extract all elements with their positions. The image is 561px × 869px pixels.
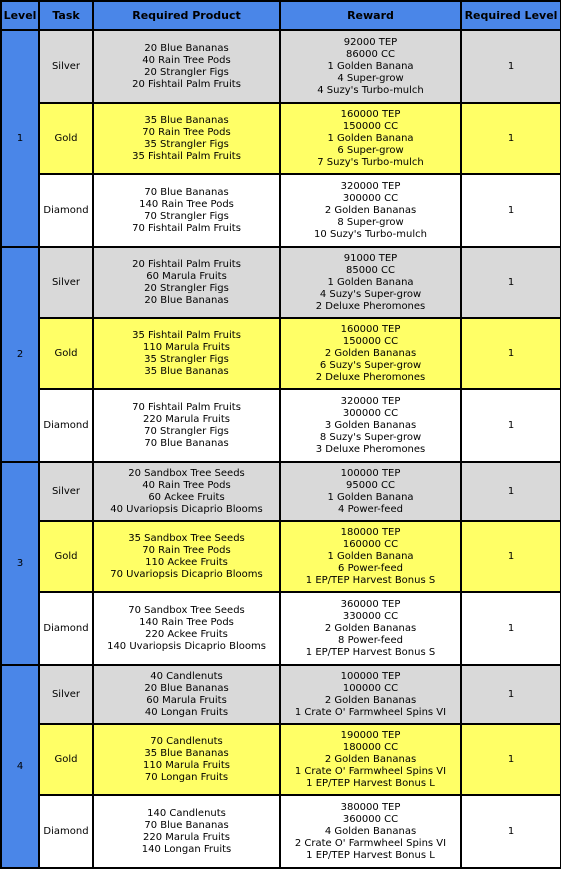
reward-item: 2 Deluxe Pheromones xyxy=(315,300,426,312)
product-item: 40 Uvariopsis Dicaprio Blooms xyxy=(110,503,263,515)
reward-item: 320000 TEP xyxy=(340,395,401,407)
table-row xyxy=(1,247,561,318)
required-product-cell xyxy=(93,724,280,795)
reward-item: 4 Suzy's Super-grow xyxy=(319,288,422,300)
reward-item: 3 Golden Bananas xyxy=(324,419,417,431)
product-item: 20 Blue Bananas xyxy=(144,294,229,306)
reward-item: 2 Deluxe Pheromones xyxy=(315,371,426,383)
product-item: 70 Blue Bananas xyxy=(144,437,229,449)
reward-item: 1 Golden Banana xyxy=(327,550,414,562)
reward-item: 2 Crate O' Farmwheel Spins VI xyxy=(294,837,447,849)
reward-item: 92000 TEP xyxy=(343,36,398,48)
reward-cell xyxy=(280,389,461,462)
product-item: 70 Sandbox Tree Seeds xyxy=(128,604,245,616)
header-required-product: Required Product xyxy=(93,1,280,30)
task-cell: Gold xyxy=(39,521,93,592)
product-item: 140 Rain Tree Pods xyxy=(139,198,234,210)
reward-item: 2 Golden Bananas xyxy=(324,622,417,634)
reward-item: 1 Golden Banana xyxy=(327,132,414,144)
reward-item: 150000 CC xyxy=(342,120,399,132)
required-level-cell: 1 xyxy=(461,592,561,665)
reward-item: 8 Suzy's Super-grow xyxy=(319,431,422,443)
product-item: 70 Strangler Figs xyxy=(144,425,229,437)
level-cell: 3 xyxy=(1,462,39,665)
product-item: 140 Candlenuts xyxy=(147,807,226,819)
product-item: 70 Fishtail Palm Fruits xyxy=(132,401,241,413)
reward-item: 2 Golden Bananas xyxy=(324,694,417,706)
product-item: 70 Uvariopsis Dicaprio Blooms xyxy=(110,568,263,580)
product-item: 35 Strangler Figs xyxy=(144,138,229,150)
required-product-cell xyxy=(93,521,280,592)
reward-item: 1 Crate O' Farmwheel Spins VI xyxy=(294,765,447,777)
reward-item: 1 EP/TEP Harvest Bonus L xyxy=(306,849,435,861)
product-item: 20 Fishtail Palm Fruits xyxy=(132,78,241,90)
required-product-cell xyxy=(93,795,280,868)
header-task: Task xyxy=(39,1,93,30)
table-row xyxy=(1,389,561,462)
required-product-cell xyxy=(93,592,280,665)
product-item: 20 Strangler Figs xyxy=(144,66,229,78)
required-product-cell xyxy=(93,30,280,103)
reward-item: 1 EP/TEP Harvest Bonus L xyxy=(306,777,435,789)
product-item: 220 Marula Fruits xyxy=(143,413,230,425)
reward-cell xyxy=(280,665,461,724)
task-cell: Gold xyxy=(39,724,93,795)
required-product-cell xyxy=(93,174,280,247)
table-row xyxy=(1,30,561,103)
reward-item: 85000 CC xyxy=(346,264,395,276)
product-item: 70 Rain Tree Pods xyxy=(142,126,231,138)
table-row xyxy=(1,521,561,592)
reward-item: 320000 TEP xyxy=(340,180,401,192)
product-item: 140 Rain Tree Pods xyxy=(139,616,234,628)
table-row xyxy=(1,462,561,521)
required-level-cell: 1 xyxy=(461,30,561,103)
reward-cell xyxy=(280,592,461,665)
product-item: 60 Ackee Fruits xyxy=(148,491,225,503)
reward-item: 190000 TEP xyxy=(340,729,401,741)
product-item: 20 Strangler Figs xyxy=(144,282,229,294)
table-row xyxy=(1,724,561,795)
product-item: 20 Blue Bananas xyxy=(144,682,229,694)
reward-item: 4 Power-feed xyxy=(338,503,403,515)
product-item: 60 Marula Fruits xyxy=(146,694,227,706)
product-item: 110 Marula Fruits xyxy=(143,759,230,771)
reward-item: 91000 TEP xyxy=(343,252,398,264)
reward-item: 100000 CC xyxy=(342,682,399,694)
required-product-cell xyxy=(93,318,280,389)
required-level-cell: 1 xyxy=(461,724,561,795)
reward-cell xyxy=(280,724,461,795)
product-item: 70 Candlenuts xyxy=(150,735,223,747)
required-level-cell: 1 xyxy=(461,174,561,247)
reward-item: 8 Power-feed xyxy=(338,634,403,646)
product-item: 40 Rain Tree Pods xyxy=(142,479,231,491)
product-item: 70 Fishtail Palm Fruits xyxy=(132,222,241,234)
reward-item: 3 Deluxe Pheromones xyxy=(315,443,426,455)
reward-item: 160000 CC xyxy=(342,538,399,550)
required-level-cell: 1 xyxy=(461,795,561,868)
product-item: 40 Rain Tree Pods xyxy=(142,54,231,66)
reward-cell xyxy=(280,462,461,521)
reward-item: 180000 TEP xyxy=(340,526,401,538)
reward-item: 6 Power-feed xyxy=(338,562,403,574)
reward-item: 1 Golden Banana xyxy=(327,60,414,72)
reward-item: 330000 CC xyxy=(342,610,399,622)
level-cell: 1 xyxy=(1,30,39,247)
reward-item: 4 Golden Bananas xyxy=(324,825,417,837)
header-row xyxy=(1,1,561,30)
task-cell: Gold xyxy=(39,103,93,174)
reward-item: 160000 TEP xyxy=(340,323,401,335)
reward-cell xyxy=(280,30,461,103)
reward-item: 95000 CC xyxy=(346,479,395,491)
product-item: 110 Marula Fruits xyxy=(143,341,230,353)
reward-item: 300000 CC xyxy=(342,407,399,419)
required-product-cell xyxy=(93,462,280,521)
task-cell: Gold xyxy=(39,318,93,389)
product-item: 35 Fishtail Palm Fruits xyxy=(132,150,241,162)
required-product-cell xyxy=(93,665,280,724)
reward-item: 100000 TEP xyxy=(340,670,401,682)
required-level-cell: 1 xyxy=(461,318,561,389)
reward-item: 4 Suzy's Turbo-mulch xyxy=(317,84,424,96)
product-item: 40 Candlenuts xyxy=(150,670,223,682)
product-item: 140 Uvariopsis Dicaprio Blooms xyxy=(107,640,266,652)
reward-item: 1 EP/TEP Harvest Bonus S xyxy=(305,574,436,586)
product-item: 35 Strangler Figs xyxy=(144,353,229,365)
table-row xyxy=(1,592,561,665)
table-row xyxy=(1,174,561,247)
product-item: 20 Fishtail Palm Fruits xyxy=(132,258,241,270)
reward-item: 300000 CC xyxy=(342,192,399,204)
product-item: 20 Blue Bananas xyxy=(144,42,229,54)
reward-item: 180000 CC xyxy=(342,741,399,753)
reward-item: 360000 CC xyxy=(342,813,399,825)
reward-item: 86000 CC xyxy=(346,48,395,60)
header-reward: Reward xyxy=(280,1,461,30)
task-cell: Silver xyxy=(39,247,93,318)
product-item: 220 Ackee Fruits xyxy=(145,628,228,640)
reward-cell xyxy=(280,247,461,318)
task-cell: Silver xyxy=(39,30,93,103)
product-item: 70 Strangler Figs xyxy=(144,210,229,222)
product-item: 70 Blue Bananas xyxy=(144,819,229,831)
required-level-cell: 1 xyxy=(461,665,561,724)
task-cell: Diamond xyxy=(39,592,93,665)
reward-cell xyxy=(280,174,461,247)
header-required-level: Required Level xyxy=(461,1,561,30)
task-cell: Diamond xyxy=(39,174,93,247)
reward-item: 2 Golden Bananas xyxy=(324,753,417,765)
reward-item: 2 Golden Bananas xyxy=(324,204,417,216)
product-item: 35 Blue Bananas xyxy=(144,114,229,126)
required-level-cell: 1 xyxy=(461,462,561,521)
reward-item: 1 EP/TEP Harvest Bonus S xyxy=(305,646,436,658)
reward-item: 4 Super-grow xyxy=(337,72,404,84)
product-item: 70 Blue Bananas xyxy=(144,186,229,198)
product-item: 70 Rain Tree Pods xyxy=(142,544,231,556)
reward-item: 6 Super-grow xyxy=(337,144,404,156)
product-item: 35 Fishtail Palm Fruits xyxy=(132,329,241,341)
product-item: 110 Ackee Fruits xyxy=(145,556,228,568)
reward-item: 1 Crate O' Farmwheel Spins VI xyxy=(294,706,447,718)
reward-item: 150000 CC xyxy=(342,335,399,347)
table-body xyxy=(1,30,561,868)
reward-item: 7 Suzy's Turbo-mulch xyxy=(317,156,424,168)
task-cell: Diamond xyxy=(39,795,93,868)
table-row xyxy=(1,665,561,724)
required-level-cell: 1 xyxy=(461,247,561,318)
reward-item: 1 Golden Banana xyxy=(327,276,414,288)
table-row xyxy=(1,103,561,174)
product-item: 35 Sandbox Tree Seeds xyxy=(128,532,245,544)
required-level-cell: 1 xyxy=(461,103,561,174)
reward-item: 6 Suzy's Super-grow xyxy=(319,359,422,371)
product-item: 35 Blue Bananas xyxy=(144,365,229,377)
required-product-cell xyxy=(93,103,280,174)
product-item: 70 Longan Fruits xyxy=(144,771,229,783)
reward-cell xyxy=(280,795,461,868)
reward-cell xyxy=(280,521,461,592)
product-item: 60 Marula Fruits xyxy=(146,270,227,282)
required-level-cell: 1 xyxy=(461,521,561,592)
table-row xyxy=(1,795,561,868)
required-product-cell xyxy=(93,247,280,318)
reward-item: 380000 TEP xyxy=(340,801,401,813)
level-cell: 4 xyxy=(1,665,39,868)
reward-item: 160000 TEP xyxy=(340,108,401,120)
reward-item: 360000 TEP xyxy=(340,598,401,610)
task-cell: Silver xyxy=(39,462,93,521)
product-item: 20 Sandbox Tree Seeds xyxy=(128,467,245,479)
reward-item: 1 Golden Banana xyxy=(327,491,414,503)
reward-cell xyxy=(280,318,461,389)
reward-item: 2 Golden Bananas xyxy=(324,347,417,359)
reward-cell xyxy=(280,103,461,174)
product-item: 140 Longan Fruits xyxy=(141,843,232,855)
task-cell: Silver xyxy=(39,665,93,724)
table-row xyxy=(1,318,561,389)
task-cell: Diamond xyxy=(39,389,93,462)
required-level-cell: 1 xyxy=(461,389,561,462)
product-item: 220 Marula Fruits xyxy=(143,831,230,843)
reward-item: 100000 TEP xyxy=(340,467,401,479)
required-product-cell xyxy=(93,389,280,462)
reward-item: 8 Super-grow xyxy=(337,216,404,228)
product-item: 40 Longan Fruits xyxy=(144,706,229,718)
reward-item: 10 Suzy's Turbo-mulch xyxy=(314,228,427,240)
level-cell: 2 xyxy=(1,247,39,462)
header-level: Level xyxy=(1,1,39,30)
product-item: 35 Blue Bananas xyxy=(144,747,229,759)
